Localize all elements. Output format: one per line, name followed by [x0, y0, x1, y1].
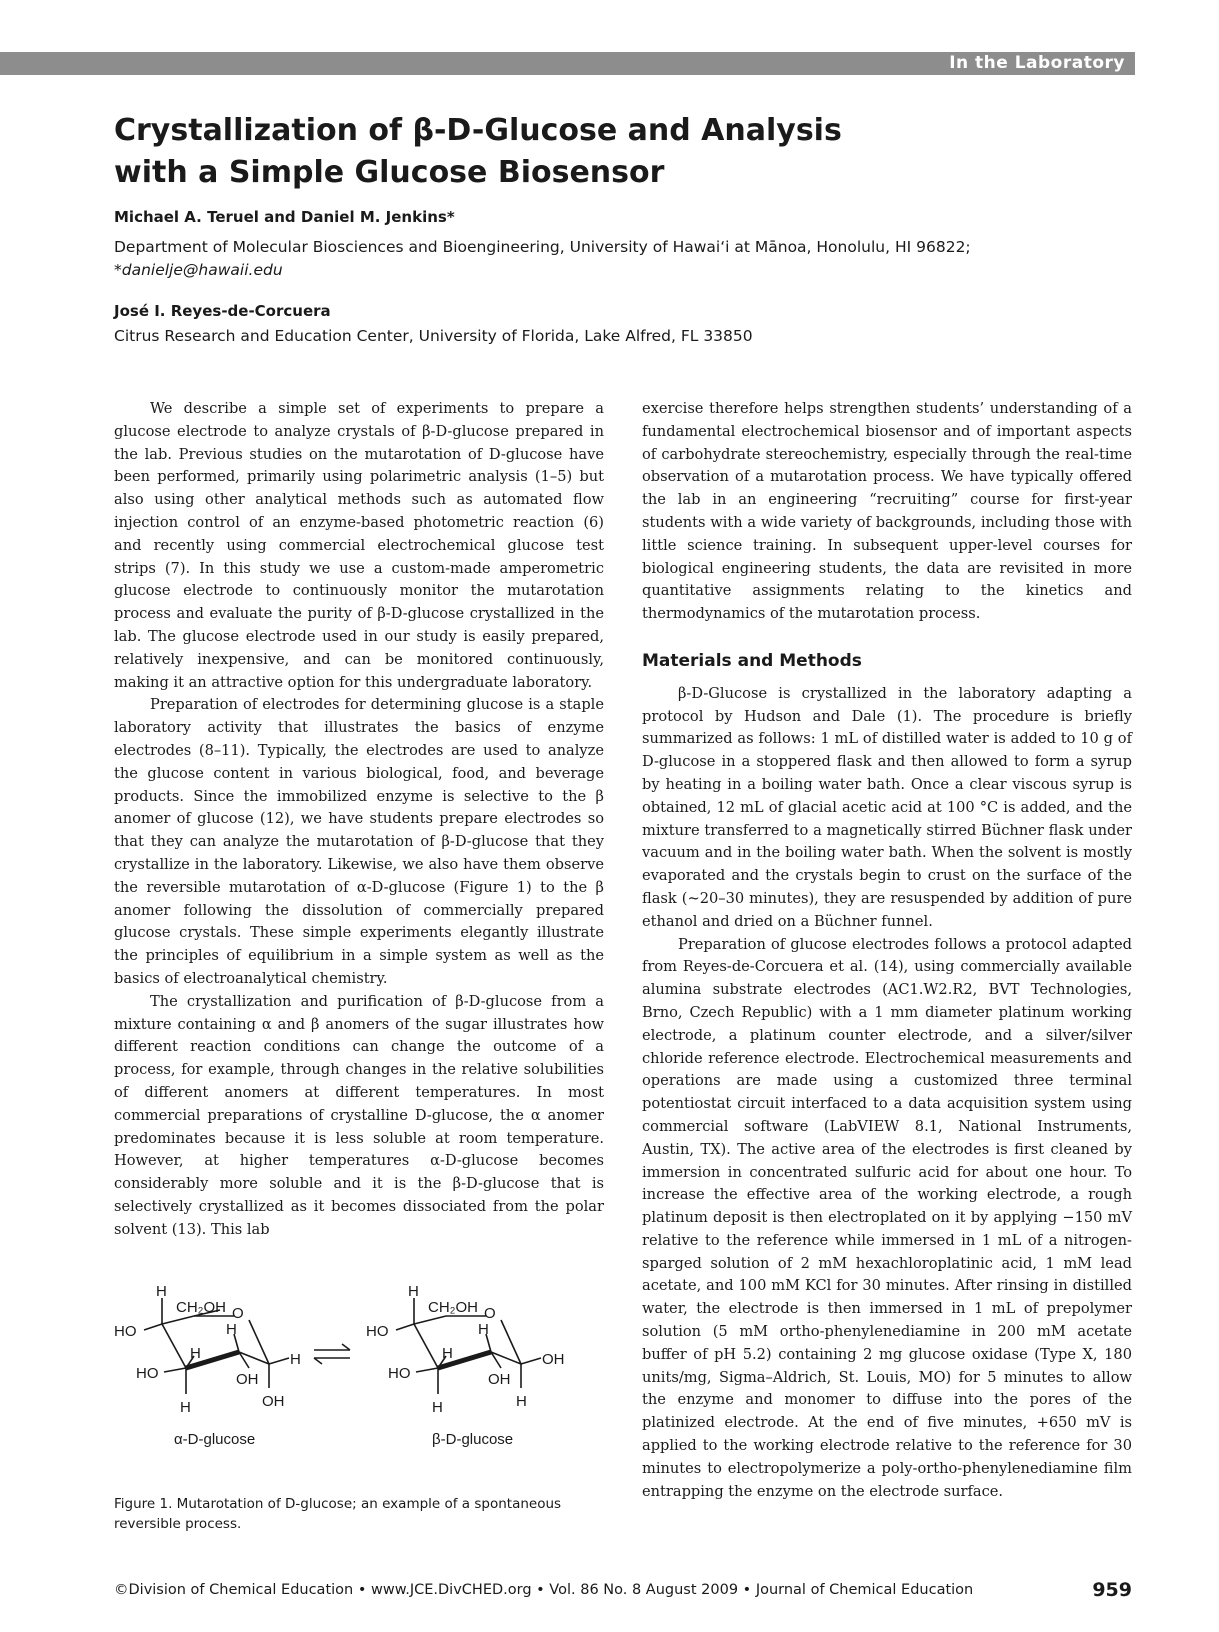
section-heading: Materials and Methods: [642, 650, 862, 671]
atom-label: O: [484, 1305, 496, 1322]
atom-label: CH₂OH: [428, 1299, 478, 1316]
paragraph: β-D-Glucose is crystallized in the laboratory adapting a protocol by Hudson and Dale (1). The procedure is briefly summarized as follows: 1 mL of distilled water is added to 10 g of D-glucose in a stoppered flask and then allowed to form a syrup by heating in a boiling water bath. Once a clear viscous syrup is obtained, 12 mL of glacial acetic acid at 100 °C is added, and the mixture transferred to a magnetically stirred Büchner flask under vacuum and in the boiling water bath. When the solvent is mostly evaporated and the crystals begin to crust on the surface of the flask (~20–30 minutes), they are resuspended by addition of pure ethanol and dried on a Büchner funnel.: [642, 684, 1132, 930]
authors: Michael A. Teruel and Daniel M. Jenkins*: [114, 208, 455, 226]
section-label: In the Laboratory: [949, 53, 1125, 73]
atom-label: CH₂OH: [176, 1299, 226, 1316]
section-header-bar: [0, 52, 1135, 75]
beta-glucose-label: β-D-glucose: [432, 1431, 514, 1448]
author-email: *danielje@hawaii.edu: [114, 261, 283, 279]
atom-label: H: [408, 1283, 419, 1300]
atom-label: HO: [366, 1323, 389, 1340]
atom-label: H: [290, 1351, 301, 1368]
paragraph: We describe a simple set of experiments to prepare a glucose electrode to analyze crystals of β-D-glucose prepared in the lab. Previous studies on the mutarotation of D-glucose have been performed, primarily using polarimetric analysis (1–5) but also using other analytical methods such as automated flow injection control of an enzyme-based photometric reaction (6) and recently using commercial electrochemical glucose test strips (7). In this study we use a custom-made amperometric glucose electrode to continuously monitor the mutarotation process and evaluate the purity of β-D-glucose crystallized in the lab. The glucose electrode used in our study is easily prepared, relatively inexpensive, and can be monitored continuously, making it an attractive option for this undergraduate laboratory.: [114, 400, 604, 691]
affiliation: [114, 236, 1114, 282]
article-title: [114, 110, 1014, 194]
atom-label: H: [156, 1283, 167, 1300]
atom-label: H: [516, 1393, 527, 1410]
atom-label: OH: [542, 1351, 565, 1368]
paragraph: Preparation of electrodes for determining glucose is a staple laboratory activity that illustrates the basics of enzyme electrodes (8–11). Typically, the electrodes are used to analyze the glucose content in various biological, food, and beverage products. Since the immobilized enzyme is selective to the β anomer of glucose (12), we have students prepare electrodes so that they can analyze the mutarotation of β-D-glucose that they crystallize in the laboratory. Likewise, we also have them observe the reversible mutarotation of α-D-glucose (Figure 1) to the β anomer following the dissolution of commercially prepared glucose crystals. These simple experiments elegantly illustrate the principles of equilibrium in a simple system as well as the basics of electroanalytical chemistry.: [114, 696, 604, 987]
alpha-glucose-label: α-D-glucose: [174, 1431, 256, 1448]
page-number: 959: [1092, 1579, 1132, 1601]
atom-label: H: [442, 1345, 453, 1362]
atom-label: HO: [136, 1365, 159, 1382]
second-author: José I. Reyes-de-Corcuera: [114, 302, 331, 320]
title-line-1: Crystallization of β-D-Glucose and Analysis: [114, 113, 842, 148]
atom-label: H: [190, 1345, 201, 1362]
second-affiliation: Citrus Research and Education Center, University of Florida, Lake Alfred, FL 33850: [114, 327, 753, 345]
paragraph: The crystallization and purification of β-D-glucose from a mixture containing α and β anomers of the sugar illustrates how different reaction conditions can change the outcome of a process, for example, through changes in the relative solubilities of different anomers at different temperatures. In most commercial preparations of crystalline D-glucose, the α anomer predominates because it is less soluble at room temperature. However, at higher temperatures α-D-glucose becomes considerably more soluble and it is the β-D-glucose that is selectively crystallized as it becomes dissociated from the polar solvent (13). This lab: [114, 992, 604, 1238]
atom-label: H: [226, 1321, 237, 1338]
atom-label: H: [478, 1321, 489, 1338]
affiliation-text: Department of Molecular Biosciences and Bioengineering, University of Hawai‘i at Mānoa, Honolulu, HI 96822;: [114, 238, 971, 256]
atom-label: O: [232, 1305, 244, 1322]
atom-label: HO: [114, 1323, 137, 1340]
journal-info: ©Division of Chemical Education • www.JCE.DivCHED.org • Vol. 86 No. 8 August 2009 • Journal of Chemical Education: [114, 1582, 974, 1598]
atom-label: HO: [388, 1365, 411, 1382]
paragraph: Preparation of glucose electrodes follows a protocol adapted from Reyes-de-Corcuera et al. (14), using commercially available alumina substrate electrodes (AC1.W2.R2, BVT Technologies, Brno, Czech Republic) with a 1 mm diameter platinum working electrode, a platinum counter electrode, and a silver/silver chloride reference electrode. Electrochemical measurements and operations are made using a customized three terminal potentiostat circuit interfaced to a data acquisition system using commercial software (LabVIEW 8.1, National Instruments, Austin, TX). The active area of the electrodes is first cleaned by immersion in concentrated sulfuric acid for about one hour. To increase the effective area of the working electrode, a rough platinum deposit is then electroplated on it by applying −150 mV relative to the reference while immersed in 1 mL of a nitrogen-sparged solution of 2 mM hexachloroplatinic acid, 1 mM lead acetate, and 100 mM KCl for 30 minutes. After rinsing in distilled water, the electrode is then immersed in 1 mL of prepolymer solution (5 mM ortho-phenylenediamine in 200 mM acetate buffer of pH 5.2) containing 2 mg glucose oxidase (Type X, 180 units/mg, Sigma–Aldrich, St. Louis, MO) for 5 minutes to allow the enzyme and monomer to diffuse into the pores of the platinized electrode. At the end of five minutes, +650 mV is applied to the working electrode relative to the reference for 30 minutes to electropolymerize a poly-ortho-phenylenediamine film entrapping the enzyme on the electrode surface.: [642, 935, 1132, 1500]
left-column: [114, 398, 604, 1241]
figure-caption: Figure 1. Mutarotation of D-glucose; an example of a spontaneous reversible process.: [114, 1496, 562, 1532]
title-line-2: with a Simple Glucose Biosensor: [114, 155, 665, 190]
atom-label: OH: [262, 1393, 285, 1410]
atom-label: OH: [236, 1371, 259, 1388]
atom-label: H: [432, 1399, 443, 1416]
atom-label: OH: [488, 1371, 511, 1388]
right-column: [642, 398, 1132, 1503]
glucose-structures-diagram: [114, 1280, 604, 1450]
equilibrium-arrows: [314, 1344, 350, 1364]
atom-label: H: [180, 1399, 191, 1416]
paragraph: exercise therefore helps strengthen students’ understanding of a fundamental electrochemical biosensor and of important aspects of carbohydrate stereochemistry, especially through the real-time observation of a mutarotation process. We have typically offered the lab in an engineering “recruiting” course for first-year students with a wide variety of backgrounds, including those with little science training. In subsequent upper-level courses for biological engineering students, the data are revisited in more quantitative assignments relating to the kinetics and thermodynamics of the mutarotation process.: [642, 400, 1132, 623]
figure-mutarotation: [114, 1280, 604, 1450]
